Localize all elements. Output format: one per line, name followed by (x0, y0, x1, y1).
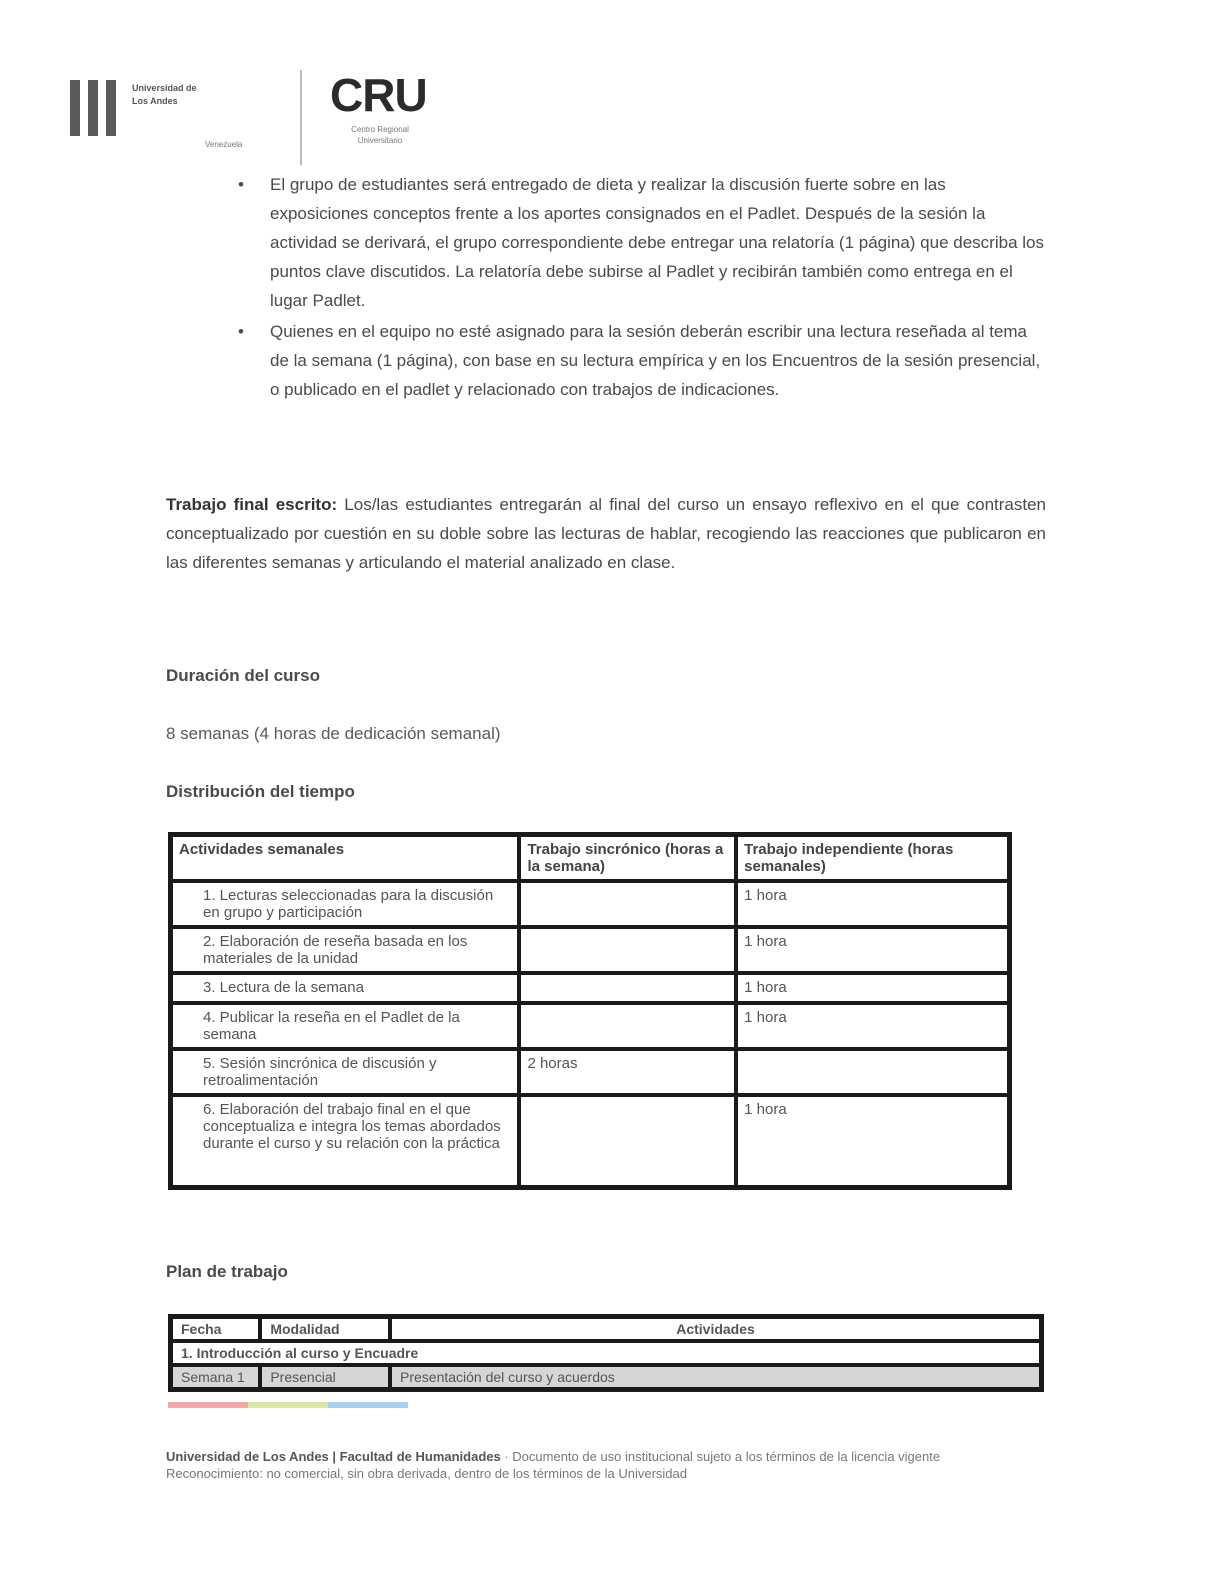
calendar-table (168, 1314, 1044, 1392)
bullet-item: • El grupo de estudiantes será entregado de dieta y realizar la discusión fuerte sobre en las exposiciones conceptos frente a los aportes consignados en el Padlet. Después de la sesión la actividad se derivará, el grupo correspondiente debe entregar una relatoría (1 página) que describa los puntos clave discutidos. La relatoría debe subirse al Padlet y recibirán también como entrega en el lugar Padlet. (238, 170, 1048, 315)
university-logo (70, 78, 270, 156)
table-row (171, 1049, 1010, 1095)
table-cell (519, 927, 736, 973)
table-cell: 1. Lecturas seleccionadas para la discusión en grupo y participación (171, 881, 520, 927)
table-cell: 2 horas (519, 1049, 736, 1095)
table-cell (519, 973, 736, 1003)
university-logo-mark (70, 80, 122, 136)
duration-heading: Duración del curso (166, 666, 320, 685)
column-header: Fecha (171, 1317, 261, 1342)
table-header-row (171, 1317, 1042, 1342)
table-cell (519, 881, 736, 927)
bullet-item: • Quienes en el equipo no esté asignado para la sesión deberán escribir una lectura reseñada al tema de la semana (1 página), con base en su lectura empírica y en los Encuentros de la sesión presencial, o publicado en el padlet y relacionado con trabajos de indicaciones. (238, 317, 1048, 404)
final-work-paragraph (166, 490, 1046, 577)
table-row (171, 1341, 1042, 1365)
calendar-heading: Plan de trabajo (166, 1262, 288, 1281)
table-cell: 1 hora (736, 1095, 1009, 1187)
accent-green (248, 1402, 328, 1408)
accent-red (168, 1402, 248, 1408)
table-row (171, 881, 1010, 927)
table-cell (736, 1049, 1009, 1095)
column-header: Modalidad (260, 1317, 390, 1342)
table-row (171, 927, 1010, 973)
table-cell: Semana 1 (171, 1365, 261, 1390)
activity-bullet-list (238, 170, 1048, 406)
university-logo-text: Universidad de Los Andes (132, 83, 197, 106)
table-header-row (171, 835, 1010, 882)
table-cell: 4. Publicar la reseña en el Padlet de la semana (171, 1003, 520, 1049)
cru-logo-text: CRU (330, 69, 427, 121)
table-cell: Presentación del curso y acuerdos (390, 1365, 1042, 1390)
column-header: Trabajo independiente (horas semanales) (736, 835, 1009, 882)
accent-blue (328, 1402, 408, 1408)
table-cell: 6. Elaboración del trabajo final en el que conceptualiza e integra los temas abordados durante el curso y su relación con la práctica (171, 1095, 520, 1187)
cru-logo (330, 70, 440, 160)
table-row (171, 1003, 1010, 1049)
column-header: Actividades (390, 1317, 1042, 1342)
table-cell: 1 hora (736, 881, 1009, 927)
table-cell: 1 hora (736, 927, 1009, 973)
table-row (171, 1365, 1042, 1390)
logo-divider (300, 70, 302, 165)
footer-line-2: Reconocimiento: no comercial, sin obra derivada, dentro de los términos de la Universidad (166, 1466, 687, 1481)
module-row: 1. Introducción al curso y Encuadre (171, 1341, 1042, 1365)
table-cell: 3. Lectura de la semana (171, 973, 520, 1003)
table-row (171, 1095, 1010, 1187)
bullet-marker: • (238, 322, 244, 341)
table-cell: 1 hora (736, 1003, 1009, 1049)
table-row (171, 973, 1010, 1003)
university-logo-subtitle: Venezuela (205, 140, 243, 149)
table-cell: 5. Sesión sincrónica de discusión y retroalimentación (171, 1049, 520, 1095)
final-work-text: Los/las estudiantes entregarán al final del curso un ensayo reflexivo en el que contrasten conceptualizado por cuestión en su doble sobre las lecturas de hablar, recogiendo las reacciones que publicaron en las diferentes semanas y articulando el material analizado en clase. (166, 495, 1046, 572)
footer-institution: Universidad de Los Andes | Facultad de Humanidades (166, 1449, 501, 1464)
column-header: Trabajo sincrónico (horas a la semana) (519, 835, 736, 882)
table-cell (519, 1095, 736, 1187)
page-footer (166, 1448, 1046, 1482)
table-cell: Presencial (260, 1365, 390, 1390)
distribution-table (168, 832, 1012, 1190)
table-cell: 2. Elaboración de reseña basada en los materiales de la unidad (171, 927, 520, 973)
table-cell (519, 1003, 736, 1049)
bullet-marker: • (238, 175, 244, 194)
column-header: Actividades semanales (171, 835, 520, 882)
table-cell: 1 hora (736, 973, 1009, 1003)
duration-text: 8 semanas (4 horas de dedicación semanal) (166, 724, 501, 743)
distribution-heading: Distribución del tiempo (166, 782, 355, 801)
cru-logo-subtitle: Centro Regional Universitario (351, 125, 409, 145)
color-accent-bar (168, 1402, 408, 1408)
footer-license: · Documento de uso institucional sujeto a los términos de la licencia vigente (500, 1449, 941, 1464)
final-work-label: Trabajo final escrito: (166, 495, 338, 514)
